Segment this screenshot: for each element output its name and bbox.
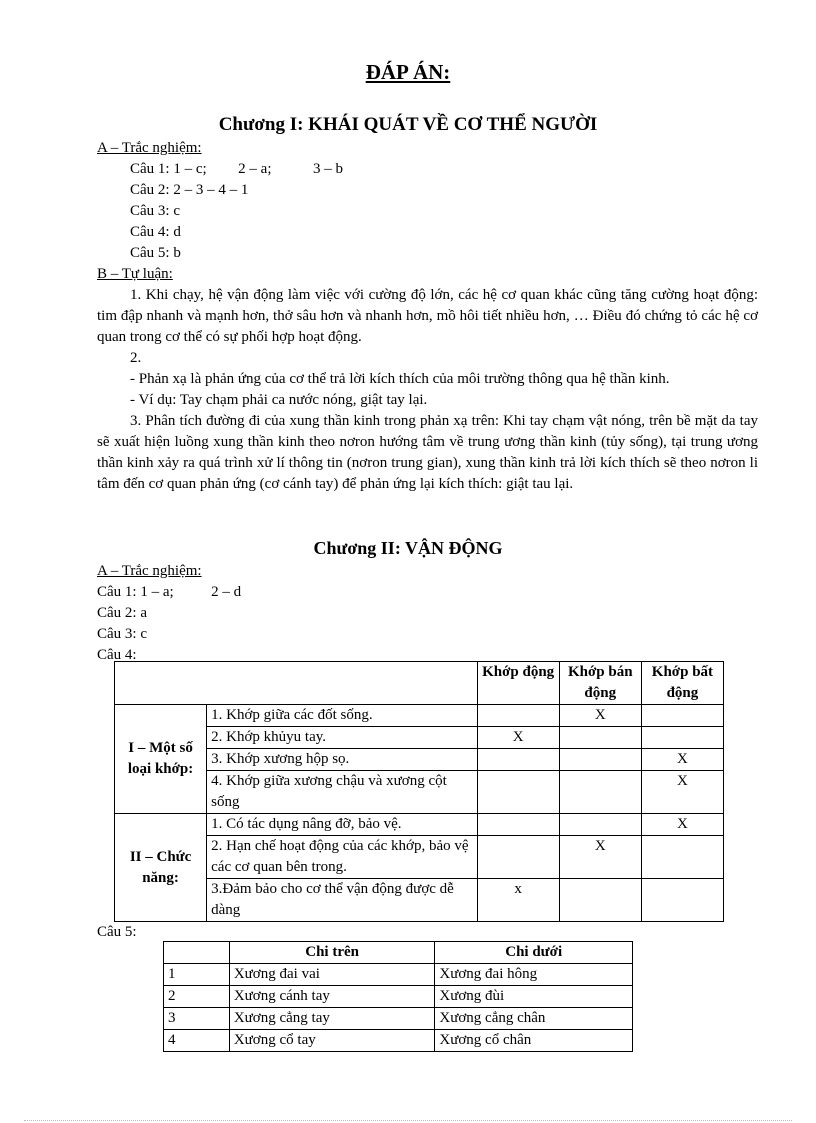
ch2-q1-a: Câu 1: 1 – a; <box>97 584 174 600</box>
cell-khop-bat-dong: X <box>641 814 723 836</box>
row-label: 3.Đảm bảo cho cơ thể vận động được dễ dàng <box>207 879 477 922</box>
cell-khop-bat-dong <box>641 705 723 727</box>
row-label: 2. Khớp khủyu tay. <box>207 727 477 749</box>
ch1-part-b-heading: B – Tự luận: <box>97 266 173 282</box>
row-label: 3. Khớp xương hộp sọ. <box>207 749 477 771</box>
cell-khop-bat-dong <box>641 836 723 879</box>
header-index <box>164 942 230 964</box>
ch1-q1-b: 2 – a; <box>238 161 272 177</box>
table-row <box>115 836 724 879</box>
row-index: 3 <box>164 1008 230 1030</box>
table-row <box>164 986 633 1008</box>
cell-khop-bat-dong <box>641 727 723 749</box>
joints-table <box>114 661 724 922</box>
table-row <box>115 771 724 814</box>
table-row <box>164 1008 633 1030</box>
cell-khop-dong: x <box>477 879 559 922</box>
row-index: 4 <box>164 1030 230 1052</box>
doc-title: ĐÁP ÁN: <box>365 60 451 84</box>
limbs-table-header <box>164 942 633 964</box>
row-index: 1 <box>164 964 230 986</box>
row-label: 4. Khớp giữa xương chậu và xương cột sống <box>207 771 477 814</box>
ch2-q4: Câu 4: <box>97 647 137 663</box>
ch1-q1-a: Câu 1: 1 – c; <box>130 161 207 177</box>
row-label: 1. Có tác dụng nâng đỡ, bảo vệ. <box>207 814 477 836</box>
ch1-answer-1: 1. Khi chạy, hệ vận động làm việc với cường độ lớn, các hệ cơ quan khác cũng tăng cường hoạt động: tim đập nhanh và mạnh hơn, thở sâu hơn và nhanh hơn, mồ hôi tiết nhiều hơn, … Điều đó chứng tỏ các hệ cơ quan trong cơ thể có sự phối hợp hoạt động. <box>97 287 758 345</box>
group-joint-types: I – Một số loại khớp: <box>115 705 207 814</box>
cell-khop-ban-dong: X <box>559 836 641 879</box>
lower-limb-bone: Xương đùi <box>435 986 633 1008</box>
table-row <box>164 1030 633 1052</box>
cell-khop-ban-dong <box>559 727 641 749</box>
ch1-q1 <box>130 159 343 180</box>
lower-limb-bone: Xương cẳng chân <box>435 1008 633 1030</box>
ch1-answer-2-definition: - Phản xạ là phản ứng của cơ thể trả lời kích thích của môi trường thông qua hệ thần kinh. <box>130 371 670 387</box>
cell-khop-ban-dong <box>559 771 641 814</box>
joints-table-corner <box>115 662 478 705</box>
upper-limb-bone: Xương cổ tay <box>229 1030 435 1052</box>
ch2-q2: Câu 2: a <box>97 605 147 621</box>
cell-khop-ban-dong <box>559 814 641 836</box>
header-khop-bat-dong: Khớp bất động <box>641 662 723 705</box>
ch1-answer-3: 3. Phân tích đường đi của xung thần kinh trong phản xạ trên: Khi tay chạm vật nóng, trên bề mặt da tay sẽ xuất hiện luồng xung thần kinh theo nơron hướng tâm về trung ương thần kinh (tủy sống), tại trung ương thần kinh xảy ra quá trình xử lí thông tin (nơron trung gian), xung thần kinh trả lời kích thích sẽ theo nơron li tâm đến cơ quan phản ứng (cơ cánh tay) để phản ứng lại kích thích: giật tau lại. <box>97 413 758 492</box>
ch2-part-a-heading: A – Trắc nghiệm: <box>97 563 202 579</box>
group-functions: II – Chức năng: <box>115 814 207 922</box>
cell-khop-bat-dong: X <box>641 771 723 814</box>
table-row <box>164 964 633 986</box>
limbs-table <box>163 941 633 1052</box>
table-row <box>115 727 724 749</box>
chapter-2-title: Chương II: VẬN ĐỘNG <box>313 538 503 558</box>
ch2-q5: Câu 5: <box>97 924 137 940</box>
cell-khop-dong <box>477 814 559 836</box>
table-row <box>115 705 724 727</box>
chapter-1-title: Chương I: KHÁI QUÁT VỀ CƠ THỂ NGƯỜI <box>218 114 598 135</box>
row-index: 2 <box>164 986 230 1008</box>
cell-khop-dong <box>477 705 559 727</box>
cell-khop-dong <box>477 771 559 814</box>
ch1-part-a-heading: A – Trắc nghiệm: <box>97 140 202 156</box>
header-khop-ban-dong: Khớp bán động <box>559 662 641 705</box>
lower-limb-bone: Xương cổ chân <box>435 1030 633 1052</box>
upper-limb-bone: Xương cẳng tay <box>229 1008 435 1030</box>
cell-khop-bat-dong <box>641 879 723 922</box>
ch1-q3: Câu 3: c <box>130 203 180 219</box>
ch1-q4: Câu 4: d <box>130 224 181 240</box>
table-row <box>115 814 724 836</box>
ch2-q1 <box>97 582 241 603</box>
ch1-answer-2-example: - Ví dụ: Tay chạm phải ca nước nóng, giật tay lại. <box>130 392 428 408</box>
ch1-q5: Câu 5: b <box>130 245 181 261</box>
header-khop-dong: Khớp động <box>477 662 559 705</box>
table-row <box>115 879 724 922</box>
cell-khop-ban-dong: X <box>559 705 641 727</box>
upper-limb-bone: Xương đai vai <box>229 964 435 986</box>
header-upper-limb: Chi trên <box>229 942 435 964</box>
cell-khop-dong <box>477 749 559 771</box>
upper-limb-bone: Xương cánh tay <box>229 986 435 1008</box>
ch1-q2: Câu 2: 2 – 3 – 4 – 1 <box>130 182 249 198</box>
cell-khop-ban-dong <box>559 879 641 922</box>
table-row <box>115 749 724 771</box>
cell-khop-bat-dong: X <box>641 749 723 771</box>
ch2-q1-b: 2 – d <box>211 584 242 600</box>
lower-limb-bone: Xương đai hông <box>435 964 633 986</box>
joints-table-header <box>115 662 724 705</box>
ch1-q1-c: 3 – b <box>312 161 343 177</box>
cell-khop-dong <box>477 836 559 879</box>
ch1-answer-2-num: 2. <box>130 350 142 366</box>
row-label: 2. Hạn chế hoạt động của các khớp, bảo vệ các cơ quan bên trong. <box>207 836 477 879</box>
cell-khop-ban-dong <box>559 749 641 771</box>
ch2-q3: Câu 3: c <box>97 626 147 642</box>
row-label: 1. Khớp giữa các đốt sống. <box>207 705 477 727</box>
page-bottom-border <box>24 1120 792 1121</box>
header-lower-limb: Chi dưới <box>435 942 633 964</box>
cell-khop-dong: X <box>477 727 559 749</box>
